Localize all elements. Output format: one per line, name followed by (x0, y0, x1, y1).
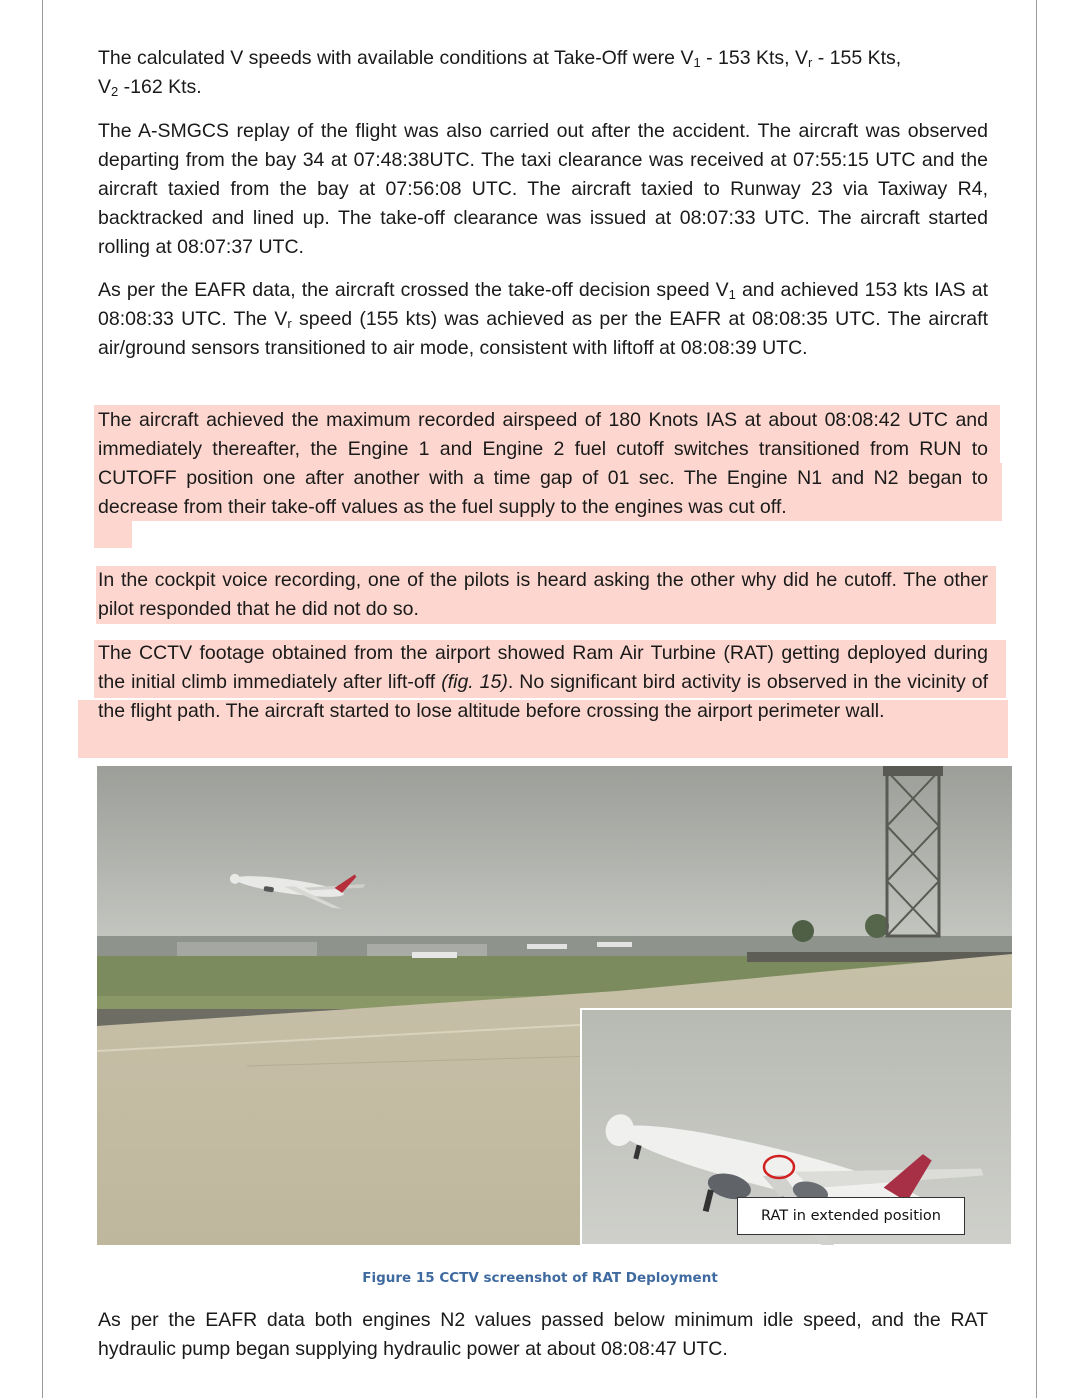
page-border-left (42, 0, 43, 1398)
rat-inset-label: RAT in extended position (737, 1197, 965, 1235)
paragraph-v-speeds: The calculated V speeds with available conditions at Take-Off were $V_1 - 153$ Kts, $V_r - 155$ Kts, $V_2$ -162 Kts. (98, 47, 902, 99)
highlight-mark (94, 521, 132, 548)
paragraph-cctv: The CCTV footage obtained from the airport showed Ram Air Turbine (RAT) getting deployed during the initial climb immediately after lift-off (fig. 15). No significant bird activity is observed in the vicinity of the flight path. The aircraft started to lose altitude before crossing the airport perimeter wall. (98, 642, 989, 722)
parked-aircraft (597, 942, 632, 947)
parked-aircraft (412, 952, 457, 958)
tree (792, 920, 814, 942)
paragraph-asmgcs-replay: The A-SMGCS replay of the flight was also carried out after the accident. The aircraft was observed departing from the bay 34 at 07:48:38UTC. The taxi clearance was received at 07:55:15 UTC and the aircraft taxied from the bay at 07:56:08 UTC. The aircraft taxied to Runway 23 via Taxiway R4, backtracked and lined up. The take-off clearance was issued at 08:07:33 UTC. The aircraft started rolling at 08:07:37 UTC. (98, 120, 988, 258)
tree (865, 914, 889, 938)
paragraph-fuel-cutoff: The aircraft achieved the maximum recorded airspeed of 180 Knots IAS at about 08:08:42 UTC and immediately thereafter, the Engine 1 and Engine 2 fuel cutoff switches transitioned from RUN to CUTOFF position one after another with a time gap of 01 sec. The Engine N1 and N2 began to decrease from their take-off values as the fuel supply to the engines was cut off. (98, 409, 988, 518)
paragraph-cockpit-voice: In the cockpit voice recording, one of the pilots is heard asking the other why did he cutoff. The other pilot responded that he did not do so. (98, 569, 988, 620)
paragraph-rat-hydraulic: As per the EAFR data both engines N2 values passed below minimum idle speed, and the RAT hydraulic pump began supplying hydraulic power at about 08:08:47 UTC. (98, 1309, 988, 1360)
figure-caption: Figure 15 CCTV screenshot of RAT Deployment (362, 1270, 718, 1286)
cctv-figure (97, 766, 1012, 1245)
page-border-right (1036, 0, 1037, 1398)
paragraph-eafr-takeoff: As per the EAFR data, the aircraft crossed the take-off decision speed $V_1$ and achieved 153 kts IAS at 08:08:33 UTC. The $V_r$ speed (155 kts) was achieved as per the EAFR at 08:08:35 UTC. The aircraft air/ground sensors transitioned to air mode, consistent with liftoff at 08:08:39 UTC. (98, 279, 988, 359)
parked-aircraft (527, 944, 567, 949)
terminal-building (177, 942, 317, 956)
